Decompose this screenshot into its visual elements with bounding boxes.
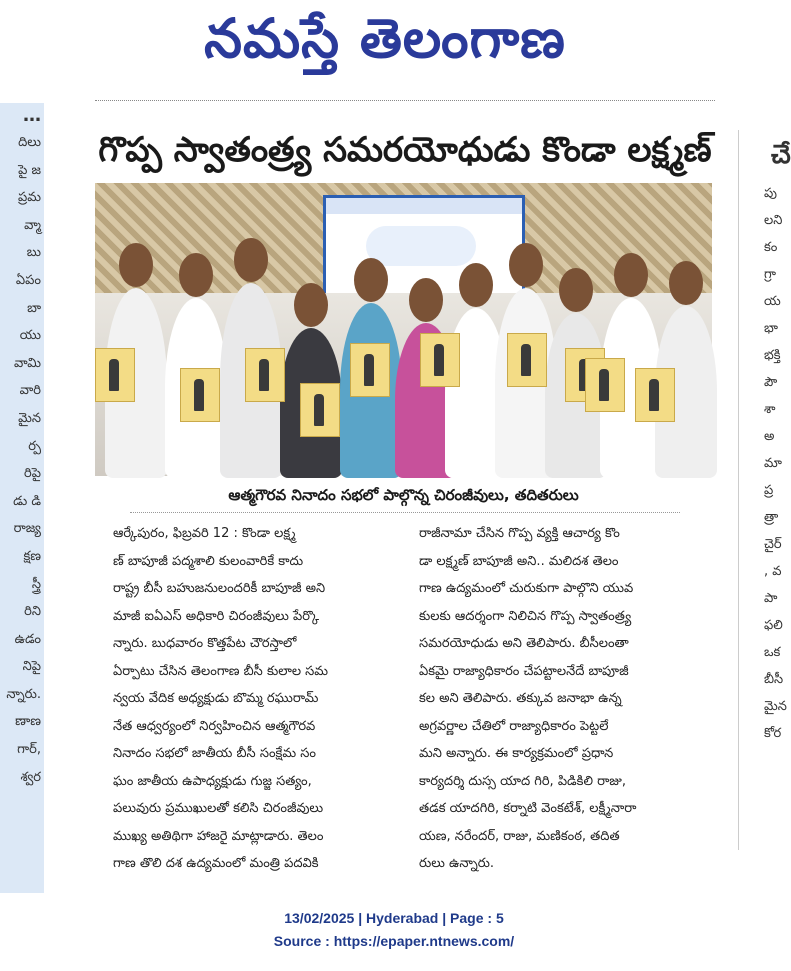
fragment-text: పౌ — [764, 375, 778, 390]
leaflet — [180, 368, 220, 422]
footer-source-line: Source : https://epaper.ntnews.com/ — [273, 933, 515, 949]
person-head — [179, 253, 213, 297]
person-head — [559, 268, 593, 312]
article-text-line: గాణ తొలి దశ ఉద్యమంలో మంత్రి పదవికి — [113, 856, 319, 871]
fragment-text: భా — [764, 321, 778, 336]
fragment-text: ప్రమ — [18, 190, 41, 206]
article-text-line: తడక యాదగిరి, కర్నాటి వెంకటేశ్, లక్ష్మీనారా — [419, 801, 637, 816]
person-head — [409, 278, 443, 322]
article-text-line: నేత ఆధ్వర్యంలో నిర్వహించిన ఆత్మగౌరవ — [113, 718, 316, 734]
person-head — [234, 238, 268, 282]
article-text-line: డా లక్ష్మణ్ బాపూజీ అని.. మలిదశ తెలం — [419, 553, 619, 569]
article-text-line: సమరయోధుడు అని తెలిపారు. బీసీలంతా — [419, 636, 629, 651]
fragment-text: వామి — [14, 355, 41, 371]
fragment-text: రిని — [24, 604, 41, 620]
top-divider — [95, 100, 715, 101]
article-text-line: ణ్ బాపూజీ పద్మశాలి కులంవారికే కాదు — [113, 553, 304, 569]
article-text-line: రాష్ట్ర బీసీ బహుజనులందరికీ బాపూజీ అని — [113, 581, 326, 596]
fragment-text: కం — [764, 240, 778, 255]
fragment-text: చే — [771, 140, 791, 170]
person-head — [459, 263, 493, 307]
caption-divider — [130, 512, 680, 513]
article-text-line: మని అన్నారు. ఈ కార్యక్రమంలో ప్రధాన — [419, 746, 614, 761]
article-text-line: రాజీనామా చేసిన గొప్ప వ్యక్తి ఆచార్య కొం — [419, 526, 620, 541]
article-text-line: మాజీ ఐఏఎస్ అధికారి చిరంజీవులు పేర్కొ — [113, 608, 319, 624]
article-text-line: ఆర్కేపురం, ఫిబ్రవరి 12 : కొండా లక్ష్మ — [113, 526, 296, 541]
article-text-line: ముఖ్య అతిథిగా హాజరై మాట్లాడారు. తెలం — [113, 828, 324, 844]
article-headline: గొప్ప స్వాతంత్ర్య సమరయోధుడు కొండా లక్ష్మణ్ — [98, 130, 712, 170]
photo-caption: ఆత్మగౌరవ నినాదం సభలో పాల్గొన్న చిరంజీవులు, తదితరులు — [228, 486, 579, 504]
article-text-line: ఏకమై రాజ్యాధికారం చేపట్టాలనేదే బాపూజీ — [419, 663, 629, 679]
article-text-line: న్వయ వేదిక అధ్యక్షుడు బొమ్మ రఘురామ్ — [113, 691, 319, 706]
fragment-text: బు — [26, 245, 41, 261]
person-head — [669, 261, 703, 305]
fragment-text: పా — [764, 591, 778, 606]
fragment-text: నిపై — [22, 659, 41, 675]
fragment-text: ఏపం — [15, 272, 41, 288]
fragment-text: కోర — [764, 726, 782, 741]
fragment-text: భక్తి — [764, 348, 781, 363]
leaflet — [350, 343, 390, 397]
fragment-text: ప్ర — [764, 483, 774, 498]
leaflet — [300, 383, 340, 437]
leaflet — [585, 358, 625, 412]
fragment-text: యు — [19, 328, 41, 344]
leaflet — [95, 348, 135, 402]
article-text-line: కార్యదర్శి దుస్స యాద గిరి, పిడికిలి రాజు, — [419, 773, 627, 789]
fragment-text: ర్ప — [28, 438, 41, 454]
fragment-text: న్నారు. — [6, 686, 41, 702]
banner-strip — [326, 198, 522, 214]
fragment-text: చైర్ — [764, 537, 782, 552]
article-text-line: కల అని తెలిపారు. తక్కువ జనాభా ఉన్న — [419, 691, 622, 706]
person-head — [614, 253, 648, 297]
fragment-text: దిలు — [18, 135, 41, 150]
fragment-text: బా — [27, 300, 41, 316]
left-column-fragment — [0, 103, 44, 893]
article-photo — [95, 183, 712, 476]
article-text-line: ఏర్పాటు చేసిన తెలంగాణ బీసీ కులాల సమ — [113, 663, 329, 679]
article-text-line: నినాదం సభలో జాతీయ బీసీ సంక్షేమ సం — [113, 746, 316, 761]
fragment-text: మా — [764, 456, 782, 471]
fragment-text: , వ — [764, 564, 782, 579]
fragment-text: య — [764, 294, 781, 309]
fragment-text: రాజ్య — [13, 521, 41, 537]
fragment-text: క్షణ — [23, 548, 41, 564]
fragment-text: శా — [764, 402, 776, 417]
fragment-text: పై జ — [18, 162, 41, 178]
fragment-text: లని — [764, 213, 783, 228]
fragment-text: స్త్రీ — [31, 576, 41, 592]
article-text-line: రులు ఉన్నారు. — [419, 856, 495, 871]
fragment-text: రిపై — [24, 466, 41, 482]
person-head — [119, 243, 153, 287]
leaflet — [245, 348, 285, 402]
article-text-line: న్నారు. బుధవారం కొత్తపేట చౌరస్తాలో — [113, 636, 297, 651]
fragment-text: శ్వర — [20, 769, 41, 785]
footer-date-line: 13/02/2025 | Hyderabad | Page : 5 — [284, 910, 504, 926]
leaflet — [507, 333, 547, 387]
fragment-text: ఫలి — [764, 618, 783, 633]
fragment-text: త్రా — [764, 510, 779, 525]
banner-emblem — [366, 226, 476, 266]
person-head — [354, 258, 388, 302]
fragment-text: ఉడం — [14, 631, 41, 647]
fragment-text: గార్, — [17, 742, 41, 758]
fragment-text: వ్మా — [24, 217, 41, 233]
fragment-text: బీసీ — [764, 672, 784, 687]
article-column-right — [419, 520, 711, 878]
fragment-text: మైన — [764, 699, 787, 714]
fragment-text: డు డి — [13, 493, 41, 509]
right-column-fragment — [738, 130, 789, 850]
fragment-text: వారి — [19, 383, 41, 399]
person-head — [509, 243, 543, 287]
fragment-text: అ — [764, 429, 775, 444]
article-text-line: పలువురు ప్రముఖులతో కలిసి చిరంజీవులు — [113, 801, 324, 816]
fragment-text: మైన — [18, 410, 41, 426]
article-text-line: యణ, నరేందర్, రాజు, మణికంఠ, తదిత — [419, 828, 620, 844]
fragment-text: … — [23, 105, 41, 126]
article-text-line: అగ్రవర్ణాల చేతిలో రాజ్యాధికారం పెట్టలే — [419, 718, 609, 734]
article-column-left — [113, 520, 405, 878]
newspaper-masthead: నమస్తే తెలంగాణ — [204, 7, 566, 70]
article-text-line: కులకు ఆదర్శంగా నిలిచిన గొప్ప స్వాతంత్ర్య — [419, 608, 632, 624]
person-head — [294, 283, 328, 327]
fragment-text: ఒక — [764, 645, 781, 660]
leaflet — [420, 333, 460, 387]
fragment-text: గ్రా — [764, 267, 776, 282]
fragment-text: పు — [764, 186, 777, 201]
fragment-text: ణాణ — [15, 714, 41, 730]
article-text-line: గాణ ఉద్యమంలో చురుకుగా పాల్గొని యువ — [419, 581, 634, 596]
leaflet — [635, 368, 675, 422]
article-text-line: ఘం జాతీయ ఉపాధ్యక్షుడు గుజ్జ సత్యం, — [113, 773, 312, 789]
